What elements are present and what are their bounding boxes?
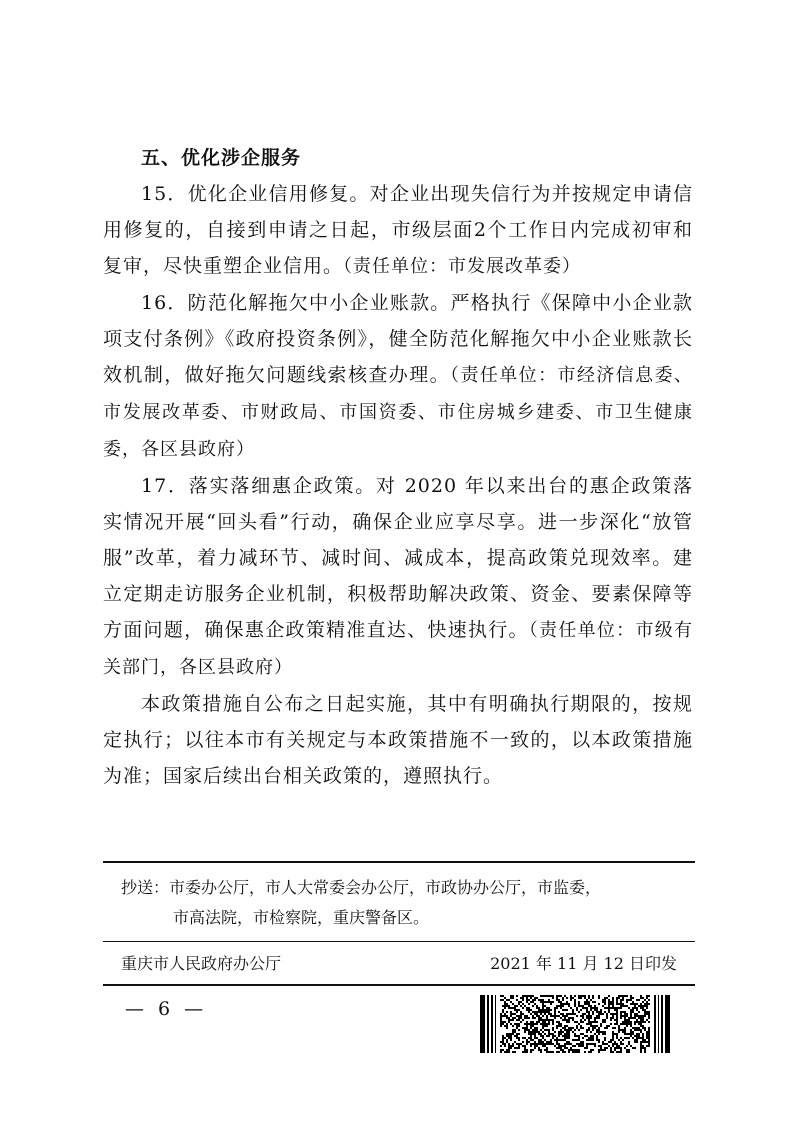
paragraph-17-text: 17．落实落细惠企政策。对 2020 年以来出台的惠企政策落实情况开展“回头看”行动，确保企业应享尽享。进一步深化“放管服”改革，着力减环节、减时间、减成本，提高政策兑现效率。建立定期走访服务企业机制，积极帮助解决政策、资金、要素保障等方面问题，确保惠企政策精准直达、快速执行。 [103,475,693,641]
section-heading: 五、优化涉企服务 [141,147,302,169]
cc-line-2: 市高法院，市检察院，重庆警备区。 [173,908,430,927]
page-number: — 6 — [125,998,208,1020]
document-body [103,140,693,794]
paragraph-15-text: 15．优化企业信用修复。对企业出现失信行为并按规定申请信用修复的，自接到申请之日起，市级层面2个工作日内完成初审和复审，尽快重塑企业信用。 [103,183,693,277]
2d-barcode-icon [480,995,670,1053]
paragraph-15-responsibility: （责任单位：市发展改革委） [343,256,582,277]
cc-line-1: 抄送：市委办公厅，市人大常委会办公厅，市政协办公厅，市监委， [121,878,602,897]
issuer: 重庆市人民政府办公厅 [121,954,282,973]
paragraph-16 [103,285,693,468]
paragraph-15 [103,176,693,285]
cc-block [103,861,695,942]
issue-date: 2021 年 11 月 12 日印发 [490,954,677,973]
paragraph-16-responsibility: （责任单位：市经济信息委、市发展改革委、市财政局、市国资委、市住房城乡建委、市卫生健康委，各区县政府） [103,365,693,460]
closing-paragraph: 本政策措施自公布之日起实施，其中有明确执行期限的，按规定执行；以往本市有关规定与本政策措施不一致的，以本政策措施为准；国家后续出台相关政策的，遵照执行。 [103,693,693,787]
issuance-line [103,946,695,986]
paragraph-17 [103,468,693,686]
paragraph-17-responsibility: （责任单位：市级有关部门，各区县政府） [103,620,693,678]
paragraph-16-text: 16．防范化解拖欠中小企业账款。严格执行《保障中小企业款项支付条例》《政府投资条例》，健全防范化解拖欠中小企业账款长效机制，做好拖欠问题线索核查办理。 [103,292,693,386]
